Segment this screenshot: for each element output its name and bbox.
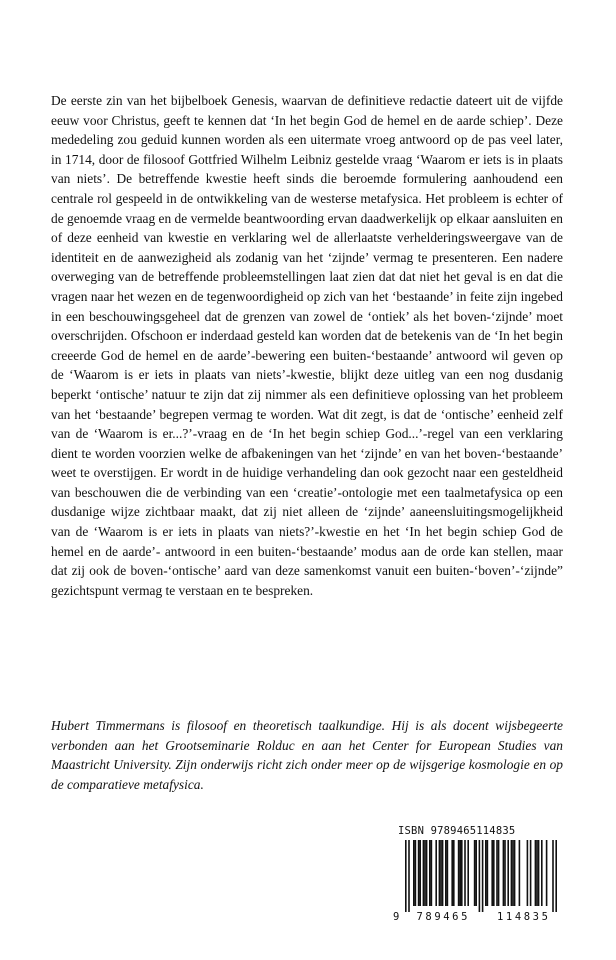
- barcode-bar: [464, 840, 466, 906]
- barcode-bar: [498, 840, 500, 906]
- barcode-bar: [459, 840, 461, 906]
- barcode-bar: [423, 840, 425, 906]
- barcode-bar: [538, 840, 540, 906]
- barcode-bar: [535, 840, 537, 906]
- barcode-bar: [479, 840, 481, 912]
- barcode-bar: [429, 840, 431, 906]
- barcode-bar: [485, 840, 487, 906]
- barcode-bar: [487, 840, 489, 906]
- barcode-bar: [447, 840, 449, 906]
- barcode-bar: [453, 840, 455, 906]
- barcode-bar: [440, 840, 442, 906]
- barcode-bar: [530, 840, 532, 906]
- barcode-bar: [442, 840, 444, 906]
- barcode-bar: [504, 840, 506, 906]
- barcode-bar: [519, 840, 521, 906]
- barcode-bar: [413, 840, 415, 906]
- barcode-bar: [415, 840, 417, 906]
- barcode-bar: [552, 840, 554, 912]
- barcode-icon: [393, 840, 564, 912]
- barcode-bar: [445, 840, 447, 906]
- barcode-bar: [431, 840, 433, 906]
- barcode-bar: [536, 840, 538, 906]
- barcode-bar: [555, 840, 557, 912]
- barcode-bar: [482, 840, 484, 912]
- barcode-bar: [491, 840, 493, 906]
- barcode-bars: [393, 840, 564, 912]
- barcode-bar: [546, 840, 548, 906]
- barcode-bar: [461, 840, 463, 906]
- barcode-bar: [503, 840, 505, 906]
- barcode-bar: [451, 840, 453, 906]
- barcode-digit-lead: 9: [393, 911, 400, 923]
- barcode-bar: [424, 840, 426, 906]
- barcode-bar: [474, 840, 476, 906]
- barcode-digits-left: 789465: [416, 911, 471, 923]
- barcode-bar: [439, 840, 441, 906]
- barcode-bar: [475, 840, 477, 906]
- barcode-bar: [458, 840, 460, 906]
- barcode-bar: [541, 840, 543, 906]
- barcode-digits-right: 114835: [496, 911, 551, 923]
- barcode-bar: [408, 840, 410, 912]
- barcode-bar: [435, 840, 437, 906]
- barcode-bar: [514, 840, 516, 906]
- barcode-bar: [418, 840, 420, 906]
- barcode-bar: [507, 840, 509, 906]
- barcode-bar: [493, 840, 495, 906]
- barcode-bar: [467, 840, 469, 906]
- barcode-bar: [426, 840, 428, 906]
- barcode-bar: [511, 840, 513, 906]
- author-bio: Hubert Timmermans is filosoof en theoretisch taalkundige. Hij is als docent wijsbegeerte verbonden aan het Grootseminarie Rolduc en aan het Center for European Studies van Maastricht University. Zijn onderwijs richt zich onder meer op de wijsgerige kosmologie en op de comparatieve metafysica.: [51, 718, 563, 792]
- barcode-bar: [527, 840, 529, 906]
- barcode-digits: [393, 911, 564, 923]
- barcode-bar: [496, 840, 498, 906]
- book-blurb: De eerste zin van het bijbelboek Genesis, waarvan de definitieve redactie dateert uit de vijfde eeuw voor Christus, geeft te kennen dat ‘In het begin God de hemel en de aarde schiep’. Deze mededeling zou geduid kunnen worden als een uitermate vroeg antwoord op de pas veel later, in 1714, door de filosoof Gottfried Wilhelm Leibniz gestelde vraag ‘Waarom er iets is in plaats van niets’. De betreffende kwestie heeft sinds die beroemde formulering aanhoudend een centrale rol gespeeld in de ontwikkeling van de westerse metafysica. Het probleem is echter of de genoemde vraag en de vermelde beantwoording ervan daadwerkelijk op elkaar aansluiten en of deze eenheid van kwestie en verklaring wel de allerlaatste verhelderingsweergave van de identiteit en de aanwezigheid als zodanig van het ‘zijnde’ vermag te presenteren. Een nadere overweging van de betreffende probleemstellingen laat zien dat dat niet het geval is en dat die vragen naar het wezen en de tegenwoordigheid op zich van het ‘bestaande’ in feite zijn ingebed in een beschouwingsgeheel dat de grenzen van zowel de ‘ontiek’ als het boven-‘zijnde’ moet overschrijden. Ofschoon er inderdaad gesteld kan worden dat de betekenis van de ‘In het begin creeerde God de hemel en de aarde’-bewering een buiten-‘bestaande’ antwoord wil geven op de ‘Waarom is er iets in plaats van niets’-kwestie, blijkt deze uitleg van een nog dusdanig beperkt ‘ontische’ natuur te zijn dat zij nimmer als een definitieve oplossing van het probleem van het ‘bestaande’ begrepen vermag te worden. Wat dit zegt, is dat de ‘ontische’ eenheid zelf van de ‘Waarom is er...?’-vraag en de ‘In het begin schiep God...’-regel van een verklaring dient te worden voorzien welke de afbakeningen van het ‘zijnde’ en van het boven-‘bestaande’ weet te overstijgen. Er wordt in de huidige verhandeling dan ook gezocht naar een gesteldheid van beschouwen die de verbinding van een ‘creatie’-ontologie met een taalmetafysica op een dusdanige wijze zichtbaar maakt, dat zij niet alleen de ‘zijnde’ aaneensluitingsmogelijkheid van de ‘Waarom is er iets in plaats van niets?’-kwestie en het ‘In het begin schiep God de hemel en de aarde’- antwoord in een buiten-‘bestaande’ modus aan de orde kan stellen, maar dat zij ook de boven-‘ontische’ aard van deze samenkomst vanuit een buiten-‘boven’-‘zijnde” gezichtspunt vermag te verstaan en te bespreken.: [51, 93, 563, 598]
- barcode-bar: [419, 840, 421, 906]
- barcode-bar: [512, 840, 514, 906]
- barcode-bar: [405, 840, 407, 912]
- isbn-label: ISBN 9789465114835: [398, 825, 516, 837]
